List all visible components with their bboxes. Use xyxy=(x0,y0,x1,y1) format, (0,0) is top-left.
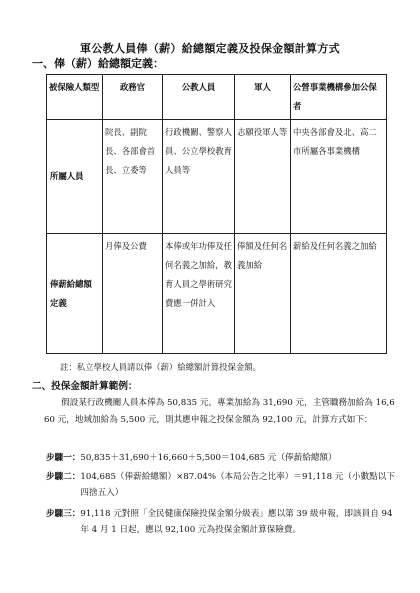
step-2 xyxy=(46,469,396,501)
definition-table xyxy=(46,74,387,354)
header-cell-military: 軍人 xyxy=(235,75,291,120)
step-label: 步驟三： xyxy=(46,509,81,519)
header-cell-political: 政務官 xyxy=(103,75,163,120)
example-paragraph: 假設某行政機關人員本俸為 50,835 元，專業加給為 31,690 元，主管職務加給為 16,660 元，地域加給為 5,500 元，則其應申報之投保金額為 92,100 元，計算方式如下： xyxy=(44,398,395,425)
section1-heading: 一、俸（薪）給總額定義： xyxy=(32,57,164,70)
step-label: 步驟二： xyxy=(46,472,81,482)
step-label: 步驟一： xyxy=(46,453,81,463)
table-header-row xyxy=(47,75,387,120)
section2-heading: 二、投保金額計算範例： xyxy=(32,381,138,392)
step-text: 104,685（俸薪給總額）×87.04%（本局公告之比率）＝91,118 元（小數點以下四捨五入） xyxy=(80,472,395,498)
header-cell-type: 被保險人類型 xyxy=(47,75,103,120)
table-row xyxy=(47,234,387,354)
step-text: 50,835＋31,690＋16,660＋5,500＝104,685 元（俸薪給總額） xyxy=(80,453,337,463)
table-cell: 月俸及公費 xyxy=(103,234,163,354)
step-text: 91,118 元對照「全民健康保險投保金額分級表」應以第 39 級申報，即該員自 94 年 4 月 1 日起，應以 92,100 元為投保金額計算保險費。 xyxy=(80,509,393,535)
table-row xyxy=(47,120,387,234)
table-cell: 本俸或年功俸及任何名義之加給，教育人員之學術研究費應一併計入 xyxy=(163,234,235,354)
step-1 xyxy=(46,450,396,466)
step-3 xyxy=(46,506,396,538)
page-title: 軍公教人員俸（薪）給總額定義及投保金額計算方式 xyxy=(80,42,340,55)
table-cell: 中央各部會及北、高二市所屬各事業機構 xyxy=(291,120,387,234)
table-cell: 俸額及任何名義加給 xyxy=(235,234,291,354)
table-cell: 行政機關、警察人員、公立學校教育人員等 xyxy=(163,120,235,234)
row-label-salary-definition: 俸薪給總額定義 xyxy=(47,234,103,354)
table-cell: 志願役軍人等 xyxy=(235,120,291,234)
header-cell-civil: 公教人員 xyxy=(163,75,235,120)
table-note: 註：私立學校人員請以俸（薪）給總額計算投保金額。 xyxy=(60,362,261,372)
table-cell: 院長、副院長、各部會首長、立委等 xyxy=(103,120,163,234)
row-label-personnel: 所屬人員 xyxy=(47,120,103,234)
header-cell-state-enterprise: 公營事業機構參加公保者 xyxy=(291,75,387,120)
table-cell: 薪給及任何名義之加給 xyxy=(291,234,387,354)
